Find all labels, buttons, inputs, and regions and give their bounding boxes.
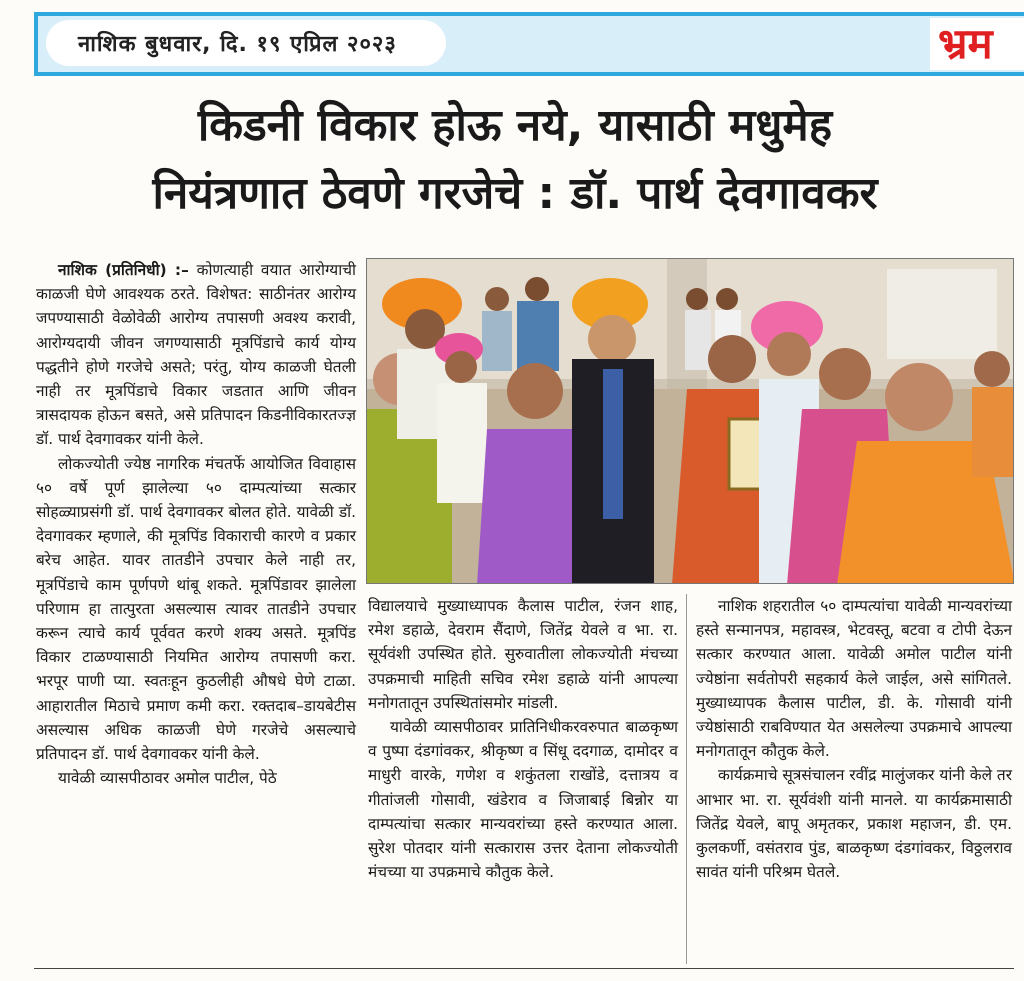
- headline-line-1: किडनी विकार होऊ नये, यासाठी मधुमेह: [197, 100, 833, 151]
- event-photo-illustration: [367, 259, 1014, 584]
- article-paragraph: यावेळी व्यासपीठावर प्रातिनिधीकरवरुपात बाळकृष्ण व पुष्पा दंडगांवकर, श्रीकृष्ण व सिंधू ददगाळ, दामोदर व माधुरी वारके, गणेश व शकुंतला राखोंडे, दत्तात्रय व गीतांजली गोसावी, खंडेराव व जिजाबाई बिन्नोर या दाम्पत्यांचा सत्कार मान्यवरांच्या हस्ते करण्यात आला. सुरेश पोतदार यांनी सत्कारास उत्तर देताना लोकज्योती मंचच्या या उपक्रमाचे कौतुक केले.: [368, 718, 678, 882]
- article-column-middle: [368, 594, 678, 884]
- headline: [20, 92, 1010, 228]
- column-divider: [686, 594, 687, 964]
- article-paragraph: [36, 258, 356, 452]
- article-column-right: [696, 594, 1012, 884]
- page-bottom-rule: [34, 968, 1014, 969]
- article-paragraph: विद्यालयाचे मुख्याध्यापक कैलास पाटील, रंजन शाह, रमेश डहाळे, देवराम सैंदाणे, जितेंद्र येवले व भा. रा. सूर्यवंशी उपस्थित होते. सुरुवातीला लोकज्योती मंचच्या उपक्रमाची माहिती सचिव रमेश डहाळे यांनी आपल्या मनोगतातून उपस्थितांसमोर मांडली.: [368, 597, 678, 712]
- article-dateline: नाशिक (प्रतिनिधी) :–: [58, 261, 189, 279]
- article-paragraph: कार्यक्रमाचे सूत्रसंचालन रवींद्र मालुंजकर यांनी केले तर आभार भा. रा. सूर्यवंशी यांनी मानले. या कार्यक्रमासाठी जितेंद्र येवले, बापू अमृतकर, प्रकाश महाजन, डी. एम. कुलकर्णी, वसंतराव पुंड, बाळकृष्ण दंडगांवकर, विठ्ठलराव सावंत यांनी परिश्रम घेतले.: [696, 766, 1012, 882]
- article-column-left: [36, 258, 356, 790]
- dateline: नाशिक बुधवार, दि. १९ एप्रिल २०२३: [46, 20, 446, 66]
- headline-line-2: नियंत्रणात ठेवणे गरजेचे : डॉ. पार्थ देवगावकर: [152, 168, 878, 219]
- article-paragraph: यावेळी व्यासपीठावर अमोल पाटील, पेठे: [58, 769, 277, 788]
- newspaper-logo: भ्रम: [930, 18, 1024, 70]
- article-lead-text: कोणत्याही वयात आरोग्याची काळजी घेणे आवश्यक ठरते. विशेषत: साठीनंतर आरोग्य जपण्यासाठी वेळोवेळी आरोग्य तपासणी अवश्य करावी, आरोग्यदायी जीवन जगण्यासाठी मूत्रपिंडाचे कार्य योग्य पद्धतीने होणे गरजेचे असते; परंतु, योग्य काळजी घेतली नाही तर मूत्रपिंडाचे विकार जडतात आणि जीवन त्रासदायक होऊन बसते, असे प्रतिपादन किडनीविकारतज्ज्ञ डॉ. पार्थ देवगावकर यांनी केले.: [36, 261, 356, 449]
- article-paragraph: नाशिक शहरातील ५० दाम्पत्यांचा यावेळी मान्यवरांच्या हस्ते सन्मानपत्र, महावस्त्र, भेटवस्तू, बटवा व टोपी देऊन सत्कार करण्यात आला. यावेळी अमोल पाटील यांनी ज्येष्ठांना सर्वतोपरी सहकार्य केले जाईल, असे सांगितले. मुख्याध्यापक कैलास पाटील, डी. के. गोसावी यांनी ज्येष्ठांसाठी राबविण्यात येत असलेल्या उपक्रमाचे आपल्या मनोगतातून कौतुक केले.: [696, 597, 1012, 761]
- article-paragraph: लोकज्योती ज्येष्ठ नागरिक मंचतर्फे आयोजित विवाहास ५० वर्षे पूर्ण झालेल्या ५० दाम्पत्यांच्या सत्कार सोहळ्याप्रसंगी डॉ. पार्थ देवगावकर बोलत होते. यावेळी डॉ. देवगावकर म्हणाले, की मूत्रपिंड विकाराची कारणे व प्रकार बरेच आहेत. यावर तातडीने उपचार केले नाही तर, मूत्रपिंडाचे काम पूर्णपणे थांबू शकते. मूत्रपिंडावर झालेला परिणाम हा तात्पुरता असल्यास त्यावर तातडीने उपचार करून त्याचे कार्य पूर्ववत करणे शक्य असते. मूत्रपिंड विकार टाळण्यासाठी नियमित आरोग्य तपासणी करा. भरपूर पाणी प्या. स्वतःहून कुठलीही औषधे घेणे टाळा. आहारातील मिठाचे प्रमाण कमी करा. रक्तदाब–डायबेटीस असल्यास अधिक काळजी घेणे गरजेचे असल्याचे प्रतिपादन डॉ. पार्थ देवगावकर यांनी केले.: [36, 454, 356, 764]
- event-photo: [366, 258, 1014, 584]
